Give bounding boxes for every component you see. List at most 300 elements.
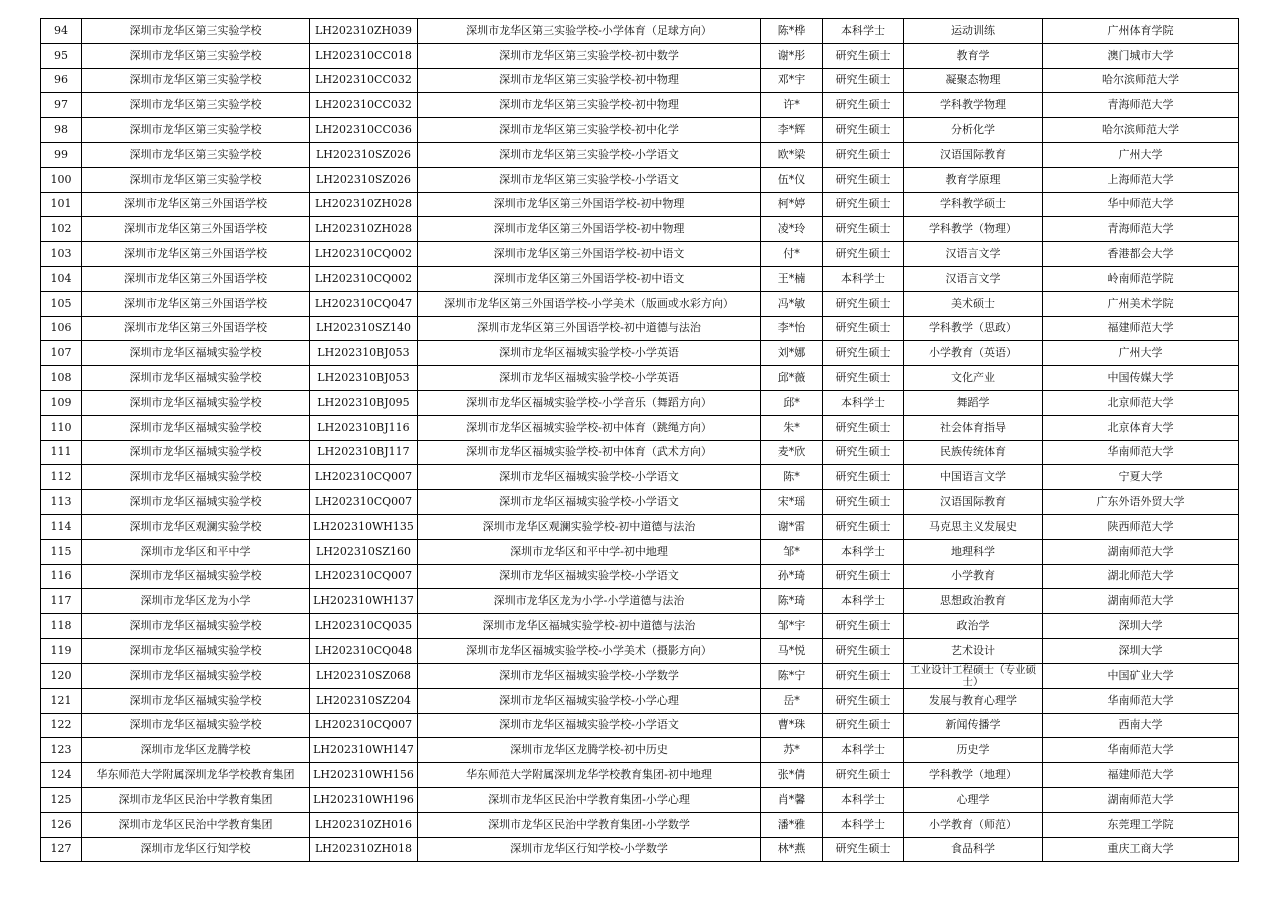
school-name-cell: 深圳市龙华区行知学校 <box>82 837 310 862</box>
position-name-cell: 深圳市龙华区福城实验学校-小学音乐（舞蹈方向） <box>418 390 761 415</box>
position-code-cell: LH202310ZH039 <box>310 19 418 44</box>
candidate-name-cell: 谢*雷 <box>761 514 823 539</box>
position-code-cell: LH202310CQ048 <box>310 638 418 663</box>
graduate-school-cell: 深圳大学 <box>1043 638 1239 663</box>
school-name-cell: 深圳市龙华区第三实验学校 <box>82 142 310 167</box>
school-name-cell: 深圳市龙华区第三实验学校 <box>82 19 310 44</box>
graduate-school-cell: 重庆工商大学 <box>1043 837 1239 862</box>
candidate-name-cell: 马*悦 <box>761 638 823 663</box>
table-row <box>41 366 1239 391</box>
school-name-cell: 深圳市龙华区福城实验学校 <box>82 614 310 639</box>
degree-cell: 本科学士 <box>823 539 904 564</box>
position-code-cell: LH202310CC018 <box>310 43 418 68</box>
row-number-cell: 123 <box>41 738 82 763</box>
major-cell: 心理学 <box>904 787 1043 812</box>
results-table-sheet <box>40 18 1238 862</box>
graduate-school-cell: 福建师范大学 <box>1043 763 1239 788</box>
degree-cell: 本科学士 <box>823 390 904 415</box>
school-name-cell: 深圳市龙华区福城实验学校 <box>82 713 310 738</box>
row-number-cell: 117 <box>41 589 82 614</box>
position-name-cell: 深圳市龙华区第三外国语学校-初中语文 <box>418 242 761 267</box>
school-name-cell: 深圳市龙华区第三外国语学校 <box>82 192 310 217</box>
row-number-cell: 121 <box>41 688 82 713</box>
degree-cell: 研究生硕士 <box>823 614 904 639</box>
major-cell: 汉语国际教育 <box>904 490 1043 515</box>
position-name-cell: 深圳市龙华区福城实验学校-小学英语 <box>418 366 761 391</box>
graduate-school-cell: 青海师范大学 <box>1043 93 1239 118</box>
school-name-cell: 深圳市龙华区第三实验学校 <box>82 118 310 143</box>
table-row <box>41 837 1239 862</box>
position-code-cell: LH202310CC036 <box>310 118 418 143</box>
school-name-cell: 深圳市龙华区福城实验学校 <box>82 440 310 465</box>
position-name-cell: 深圳市龙华区第三外国语学校-小学美术（版画或水彩方向） <box>418 291 761 316</box>
major-cell: 教育学原理 <box>904 167 1043 192</box>
row-number-cell: 98 <box>41 118 82 143</box>
position-code-cell: LH202310ZH018 <box>310 837 418 862</box>
candidate-name-cell: 陈*宁 <box>761 663 823 688</box>
degree-cell: 本科学士 <box>823 812 904 837</box>
position-code-cell: LH202310CQ007 <box>310 564 418 589</box>
major-cell: 小学教育（师范） <box>904 812 1043 837</box>
position-code-cell: LH202310ZH028 <box>310 217 418 242</box>
row-number-cell: 110 <box>41 415 82 440</box>
position-code-cell: LH202310BJ117 <box>310 440 418 465</box>
row-number-cell: 107 <box>41 341 82 366</box>
row-number-cell: 105 <box>41 291 82 316</box>
position-code-cell: LH202310SZ026 <box>310 142 418 167</box>
major-cell: 地理科学 <box>904 539 1043 564</box>
row-number-cell: 114 <box>41 514 82 539</box>
position-code-cell: LH202310CQ002 <box>310 242 418 267</box>
position-code-cell: LH202310WH196 <box>310 787 418 812</box>
school-name-cell: 深圳市龙华区龙为小学 <box>82 589 310 614</box>
position-name-cell: 深圳市龙华区福城实验学校-初中道德与法治 <box>418 614 761 639</box>
position-code-cell: LH202310ZH016 <box>310 812 418 837</box>
position-name-cell: 深圳市龙华区龙为小学-小学道德与法治 <box>418 589 761 614</box>
candidate-name-cell: 宋*瑶 <box>761 490 823 515</box>
position-name-cell: 深圳市龙华区福城实验学校-初中体育（武术方向） <box>418 440 761 465</box>
candidate-name-cell: 邱*薇 <box>761 366 823 391</box>
school-name-cell: 深圳市龙华区福城实验学校 <box>82 663 310 688</box>
candidate-name-cell: 付* <box>761 242 823 267</box>
major-cell: 发展与教育心理学 <box>904 688 1043 713</box>
graduate-school-cell: 西南大学 <box>1043 713 1239 738</box>
position-name-cell: 深圳市龙华区第三实验学校-小学语文 <box>418 167 761 192</box>
candidate-name-cell: 麦*欣 <box>761 440 823 465</box>
degree-cell: 研究生硕士 <box>823 688 904 713</box>
degree-cell: 研究生硕士 <box>823 316 904 341</box>
major-cell: 运动训练 <box>904 19 1043 44</box>
candidate-name-cell: 岳* <box>761 688 823 713</box>
candidate-name-cell: 李*怡 <box>761 316 823 341</box>
table-row <box>41 142 1239 167</box>
table-row <box>41 787 1239 812</box>
candidate-name-cell: 肖*馨 <box>761 787 823 812</box>
school-name-cell: 深圳市龙华区福城实验学校 <box>82 465 310 490</box>
school-name-cell: 深圳市龙华区福城实验学校 <box>82 688 310 713</box>
graduate-school-cell: 北京师范大学 <box>1043 390 1239 415</box>
degree-cell: 研究生硕士 <box>823 43 904 68</box>
degree-cell: 本科学士 <box>823 266 904 291</box>
row-number-cell: 113 <box>41 490 82 515</box>
degree-cell: 研究生硕士 <box>823 291 904 316</box>
table-row <box>41 812 1239 837</box>
candidate-name-cell: 李*辉 <box>761 118 823 143</box>
position-code-cell: LH202310CQ002 <box>310 266 418 291</box>
position-code-cell: LH202310WH147 <box>310 738 418 763</box>
candidate-name-cell: 孙*琦 <box>761 564 823 589</box>
table-row <box>41 713 1239 738</box>
position-code-cell: LH202310BJ095 <box>310 390 418 415</box>
position-name-cell: 深圳市龙华区第三外国语学校-初中物理 <box>418 217 761 242</box>
school-name-cell: 深圳市龙华区第三实验学校 <box>82 68 310 93</box>
position-name-cell: 深圳市龙华区观澜实验学校-初中道德与法治 <box>418 514 761 539</box>
degree-cell: 研究生硕士 <box>823 415 904 440</box>
table-row <box>41 390 1239 415</box>
degree-cell: 研究生硕士 <box>823 118 904 143</box>
school-name-cell: 华东师范大学附属深圳龙华学校教育集团 <box>82 763 310 788</box>
position-code-cell: LH202310BJ116 <box>310 415 418 440</box>
school-name-cell: 深圳市龙华区民治中学教育集团 <box>82 787 310 812</box>
table-row <box>41 564 1239 589</box>
school-name-cell: 深圳市龙华区第三外国语学校 <box>82 316 310 341</box>
degree-cell: 本科学士 <box>823 738 904 763</box>
major-cell: 历史学 <box>904 738 1043 763</box>
graduate-school-cell: 深圳大学 <box>1043 614 1239 639</box>
major-cell: 学科教学（物理） <box>904 217 1043 242</box>
candidate-name-cell: 林*燕 <box>761 837 823 862</box>
graduate-school-cell: 湖北师范大学 <box>1043 564 1239 589</box>
row-number-cell: 124 <box>41 763 82 788</box>
position-code-cell: LH202310SZ068 <box>310 663 418 688</box>
position-code-cell: LH202310CQ007 <box>310 490 418 515</box>
major-cell: 社会体育指导 <box>904 415 1043 440</box>
position-name-cell: 深圳市龙华区福城实验学校-小学语文 <box>418 713 761 738</box>
major-cell: 小学教育 <box>904 564 1043 589</box>
row-number-cell: 126 <box>41 812 82 837</box>
candidate-name-cell: 陈*琦 <box>761 589 823 614</box>
major-cell: 分析化学 <box>904 118 1043 143</box>
graduate-school-cell: 华南师范大学 <box>1043 440 1239 465</box>
position-code-cell: LH202310CQ007 <box>310 465 418 490</box>
position-name-cell: 深圳市龙华区第三实验学校-小学体育（足球方向） <box>418 19 761 44</box>
table-row <box>41 614 1239 639</box>
position-code-cell: LH202310SZ204 <box>310 688 418 713</box>
position-code-cell: LH202310CC032 <box>310 93 418 118</box>
row-number-cell: 125 <box>41 787 82 812</box>
major-cell: 学科教学物理 <box>904 93 1043 118</box>
degree-cell: 研究生硕士 <box>823 142 904 167</box>
position-code-cell: LH202310WH135 <box>310 514 418 539</box>
degree-cell: 研究生硕士 <box>823 366 904 391</box>
row-number-cell: 100 <box>41 167 82 192</box>
major-cell: 汉语言文学 <box>904 242 1043 267</box>
school-name-cell: 深圳市龙华区观澜实验学校 <box>82 514 310 539</box>
school-name-cell: 深圳市龙华区第三外国语学校 <box>82 242 310 267</box>
position-name-cell: 华东师范大学附属深圳龙华学校教育集团-初中地理 <box>418 763 761 788</box>
major-cell: 小学教育（英语） <box>904 341 1043 366</box>
candidate-name-cell: 冯*敏 <box>761 291 823 316</box>
candidate-name-cell: 邹* <box>761 539 823 564</box>
position-name-cell: 深圳市龙华区第三实验学校-初中化学 <box>418 118 761 143</box>
graduate-school-cell: 澳门城市大学 <box>1043 43 1239 68</box>
degree-cell: 研究生硕士 <box>823 638 904 663</box>
degree-cell: 研究生硕士 <box>823 837 904 862</box>
position-code-cell: LH202310SZ026 <box>310 167 418 192</box>
position-name-cell: 深圳市龙华区第三外国语学校-初中物理 <box>418 192 761 217</box>
school-name-cell: 深圳市龙华区福城实验学校 <box>82 390 310 415</box>
degree-cell: 研究生硕士 <box>823 167 904 192</box>
major-cell: 汉语国际教育 <box>904 142 1043 167</box>
row-number-cell: 99 <box>41 142 82 167</box>
school-name-cell: 深圳市龙华区第三实验学校 <box>82 93 310 118</box>
school-name-cell: 深圳市龙华区民治中学教育集团 <box>82 812 310 837</box>
graduate-school-cell: 青海师范大学 <box>1043 217 1239 242</box>
major-cell: 艺术设计 <box>904 638 1043 663</box>
position-name-cell: 深圳市龙华区和平中学-初中地理 <box>418 539 761 564</box>
position-code-cell: LH202310WH156 <box>310 763 418 788</box>
graduate-school-cell: 哈尔滨师范大学 <box>1043 118 1239 143</box>
degree-cell: 本科学士 <box>823 787 904 812</box>
candidate-name-cell: 曹*珠 <box>761 713 823 738</box>
candidate-name-cell: 朱* <box>761 415 823 440</box>
major-cell: 学科教学（思政） <box>904 316 1043 341</box>
degree-cell: 研究生硕士 <box>823 93 904 118</box>
graduate-school-cell: 哈尔滨师范大学 <box>1043 68 1239 93</box>
major-cell: 汉语言文学 <box>904 266 1043 291</box>
row-number-cell: 119 <box>41 638 82 663</box>
major-cell: 新闻传播学 <box>904 713 1043 738</box>
graduate-school-cell: 广州大学 <box>1043 142 1239 167</box>
position-code-cell: LH202310WH137 <box>310 589 418 614</box>
table-row <box>41 93 1239 118</box>
row-number-cell: 95 <box>41 43 82 68</box>
table-row <box>41 415 1239 440</box>
position-code-cell: LH202310ZH028 <box>310 192 418 217</box>
graduate-school-cell: 广东外语外贸大学 <box>1043 490 1239 515</box>
graduate-school-cell: 东莞理工学院 <box>1043 812 1239 837</box>
table-body <box>41 19 1239 862</box>
degree-cell: 研究生硕士 <box>823 490 904 515</box>
position-code-cell: LH202310SZ140 <box>310 316 418 341</box>
table-row <box>41 266 1239 291</box>
candidate-name-cell: 欧*梁 <box>761 142 823 167</box>
school-name-cell: 深圳市龙华区福城实验学校 <box>82 490 310 515</box>
school-name-cell: 深圳市龙华区福城实验学校 <box>82 564 310 589</box>
major-cell: 食品科学 <box>904 837 1043 862</box>
degree-cell: 研究生硕士 <box>823 440 904 465</box>
row-number-cell: 120 <box>41 663 82 688</box>
position-name-cell: 深圳市龙华区福城实验学校-小学语文 <box>418 490 761 515</box>
position-code-cell: LH202310SZ160 <box>310 539 418 564</box>
major-cell: 学科教学硕士 <box>904 192 1043 217</box>
position-name-cell: 深圳市龙华区第三外国语学校-初中语文 <box>418 266 761 291</box>
table-row <box>41 738 1239 763</box>
major-cell: 思想政治教育 <box>904 589 1043 614</box>
candidate-name-cell: 苏* <box>761 738 823 763</box>
major-cell: 凝聚态物理 <box>904 68 1043 93</box>
school-name-cell: 深圳市龙华区第三外国语学校 <box>82 291 310 316</box>
table-row <box>41 465 1239 490</box>
row-number-cell: 127 <box>41 837 82 862</box>
degree-cell: 研究生硕士 <box>823 217 904 242</box>
candidate-name-cell: 张*倩 <box>761 763 823 788</box>
graduate-school-cell: 中国传媒大学 <box>1043 366 1239 391</box>
degree-cell: 研究生硕士 <box>823 713 904 738</box>
degree-cell: 本科学士 <box>823 589 904 614</box>
position-name-cell: 深圳市龙华区第三实验学校-小学语文 <box>418 142 761 167</box>
position-code-cell: LH202310CC032 <box>310 68 418 93</box>
position-name-cell: 深圳市龙华区第三实验学校-初中物理 <box>418 93 761 118</box>
table-row <box>41 688 1239 713</box>
position-code-cell: LH202310CQ007 <box>310 713 418 738</box>
table-row <box>41 663 1239 688</box>
school-name-cell: 深圳市龙华区福城实验学校 <box>82 366 310 391</box>
major-cell: 舞蹈学 <box>904 390 1043 415</box>
row-number-cell: 116 <box>41 564 82 589</box>
position-name-cell: 深圳市龙华区龙腾学校-初中历史 <box>418 738 761 763</box>
table-row <box>41 68 1239 93</box>
row-number-cell: 94 <box>41 19 82 44</box>
table-row <box>41 167 1239 192</box>
major-cell: 中国语言文学 <box>904 465 1043 490</box>
degree-cell: 研究生硕士 <box>823 663 904 688</box>
candidate-name-cell: 许* <box>761 93 823 118</box>
table-row <box>41 291 1239 316</box>
graduate-school-cell: 香港都会大学 <box>1043 242 1239 267</box>
degree-cell: 研究生硕士 <box>823 763 904 788</box>
graduate-school-cell: 湖南师范大学 <box>1043 589 1239 614</box>
position-name-cell: 深圳市龙华区行知学校-小学数学 <box>418 837 761 862</box>
table-row <box>41 763 1239 788</box>
major-cell: 马克思主义发展史 <box>904 514 1043 539</box>
candidate-name-cell: 陈*桦 <box>761 19 823 44</box>
degree-cell: 研究生硕士 <box>823 68 904 93</box>
candidate-name-cell: 柯*婷 <box>761 192 823 217</box>
candidate-name-cell: 潘*雅 <box>761 812 823 837</box>
graduate-school-cell: 华南师范大学 <box>1043 738 1239 763</box>
row-number-cell: 108 <box>41 366 82 391</box>
school-name-cell: 深圳市龙华区福城实验学校 <box>82 638 310 663</box>
school-name-cell: 深圳市龙华区第三外国语学校 <box>82 217 310 242</box>
table-row <box>41 316 1239 341</box>
position-name-cell: 深圳市龙华区福城实验学校-初中体育（跳绳方向） <box>418 415 761 440</box>
major-cell: 美术硕士 <box>904 291 1043 316</box>
candidate-name-cell: 邱* <box>761 390 823 415</box>
table-row <box>41 539 1239 564</box>
position-name-cell: 深圳市龙华区福城实验学校-小学心理 <box>418 688 761 713</box>
row-number-cell: 96 <box>41 68 82 93</box>
row-number-cell: 122 <box>41 713 82 738</box>
position-name-cell: 深圳市龙华区第三实验学校-初中数学 <box>418 43 761 68</box>
row-number-cell: 97 <box>41 93 82 118</box>
degree-cell: 本科学士 <box>823 19 904 44</box>
graduate-school-cell: 湖南师范大学 <box>1043 539 1239 564</box>
school-name-cell: 深圳市龙华区福城实验学校 <box>82 415 310 440</box>
position-code-cell: LH202310BJ053 <box>310 366 418 391</box>
graduate-school-cell: 北京体育大学 <box>1043 415 1239 440</box>
row-number-cell: 112 <box>41 465 82 490</box>
graduate-school-cell: 岭南师范学院 <box>1043 266 1239 291</box>
results-table <box>40 18 1239 862</box>
major-cell: 学科教学（地理） <box>904 763 1043 788</box>
table-row <box>41 43 1239 68</box>
graduate-school-cell: 宁夏大学 <box>1043 465 1239 490</box>
row-number-cell: 101 <box>41 192 82 217</box>
row-number-cell: 103 <box>41 242 82 267</box>
major-cell: 工业设计工程硕士（专业硕士） <box>904 663 1043 688</box>
table-row <box>41 118 1239 143</box>
school-name-cell: 深圳市龙华区第三外国语学校 <box>82 266 310 291</box>
position-code-cell: LH202310BJ053 <box>310 341 418 366</box>
table-row <box>41 192 1239 217</box>
school-name-cell: 深圳市龙华区和平中学 <box>82 539 310 564</box>
major-cell: 文化产业 <box>904 366 1043 391</box>
row-number-cell: 104 <box>41 266 82 291</box>
row-number-cell: 106 <box>41 316 82 341</box>
candidate-name-cell: 陈* <box>761 465 823 490</box>
position-code-cell: LH202310CQ035 <box>310 614 418 639</box>
school-name-cell: 深圳市龙华区第三实验学校 <box>82 43 310 68</box>
major-cell: 政治学 <box>904 614 1043 639</box>
graduate-school-cell: 华中师范大学 <box>1043 192 1239 217</box>
position-name-cell: 深圳市龙华区民治中学教育集团-小学数学 <box>418 812 761 837</box>
table-row <box>41 217 1239 242</box>
position-name-cell: 深圳市龙华区福城实验学校-小学语文 <box>418 564 761 589</box>
table-row <box>41 440 1239 465</box>
position-name-cell: 深圳市龙华区福城实验学校-小学语文 <box>418 465 761 490</box>
school-name-cell: 深圳市龙华区福城实验学校 <box>82 341 310 366</box>
candidate-name-cell: 刘*娜 <box>761 341 823 366</box>
graduate-school-cell: 湖南师范大学 <box>1043 787 1239 812</box>
major-cell: 民族传统体育 <box>904 440 1043 465</box>
graduate-school-cell: 陕西师范大学 <box>1043 514 1239 539</box>
table-row <box>41 341 1239 366</box>
candidate-name-cell: 谢*彤 <box>761 43 823 68</box>
position-name-cell: 深圳市龙华区福城实验学校-小学数学 <box>418 663 761 688</box>
position-name-cell: 深圳市龙华区第三实验学校-初中物理 <box>418 68 761 93</box>
graduate-school-cell: 广州美术学院 <box>1043 291 1239 316</box>
graduate-school-cell: 华南师范大学 <box>1043 688 1239 713</box>
position-name-cell: 深圳市龙华区民治中学教育集团-小学心理 <box>418 787 761 812</box>
row-number-cell: 102 <box>41 217 82 242</box>
position-name-cell: 深圳市龙华区福城实验学校-小学美术（摄影方向） <box>418 638 761 663</box>
degree-cell: 研究生硕士 <box>823 242 904 267</box>
graduate-school-cell: 广州大学 <box>1043 341 1239 366</box>
graduate-school-cell: 上海师范大学 <box>1043 167 1239 192</box>
graduate-school-cell: 福建师范大学 <box>1043 316 1239 341</box>
degree-cell: 研究生硕士 <box>823 341 904 366</box>
graduate-school-cell: 广州体育学院 <box>1043 19 1239 44</box>
table-row <box>41 514 1239 539</box>
degree-cell: 研究生硕士 <box>823 514 904 539</box>
table-row <box>41 490 1239 515</box>
position-name-cell: 深圳市龙华区福城实验学校-小学英语 <box>418 341 761 366</box>
degree-cell: 研究生硕士 <box>823 192 904 217</box>
row-number-cell: 115 <box>41 539 82 564</box>
position-code-cell: LH202310CQ047 <box>310 291 418 316</box>
school-name-cell: 深圳市龙华区第三实验学校 <box>82 167 310 192</box>
candidate-name-cell: 邓*宇 <box>761 68 823 93</box>
row-number-cell: 111 <box>41 440 82 465</box>
candidate-name-cell: 凌*玲 <box>761 217 823 242</box>
major-cell: 教育学 <box>904 43 1043 68</box>
row-number-cell: 118 <box>41 614 82 639</box>
graduate-school-cell: 中国矿业大学 <box>1043 663 1239 688</box>
school-name-cell: 深圳市龙华区龙腾学校 <box>82 738 310 763</box>
degree-cell: 研究生硕士 <box>823 564 904 589</box>
candidate-name-cell: 邹*宇 <box>761 614 823 639</box>
